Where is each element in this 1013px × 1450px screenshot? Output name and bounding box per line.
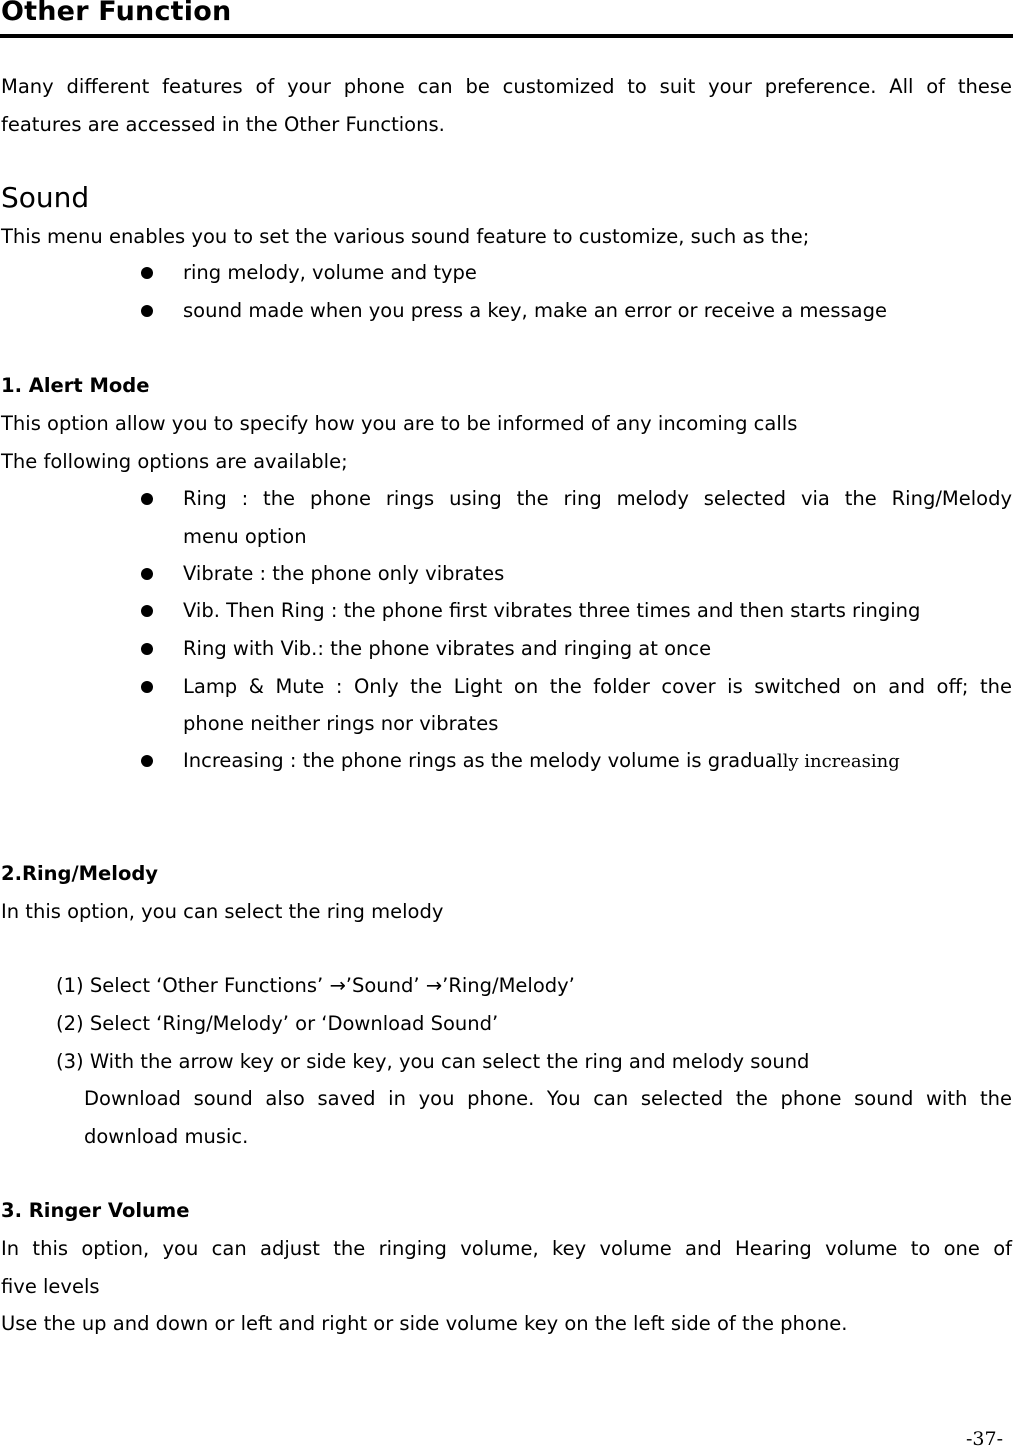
ring-melody-step-3: (3) With the arrow key or side key, you can select the ring and melody sound: [56, 1050, 810, 1073]
sound-bullet-2: sound made when you press a key, make an error or receive a message: [183, 299, 887, 322]
ringer-volume-line-1: In this option, you can adjust the ringing volume, key volume and Hearing volume to one of: [1, 1237, 1012, 1260]
bullet-icon: [141, 755, 153, 767]
ringer-volume-line-3: Use the up and down or left and right or side volume key on the left side of the phone.: [1, 1312, 848, 1335]
ring-melody-step-2: (2) Select ‘Ring/Melody’ or ‘Download Sound’: [56, 1012, 499, 1035]
alert-bullet-increasing: [183, 749, 900, 774]
bullet-icon: [141, 267, 153, 279]
alert-mode-heading: 1. Alert Mode: [1, 374, 150, 397]
alert-bullet-vibrate: Vibrate : the phone only vibrates: [183, 562, 505, 585]
bullet-icon: [141, 493, 153, 505]
bullet-icon: [141, 305, 153, 317]
alert-mode-line-2: The following options are available;: [1, 450, 348, 473]
page-title: Other Function: [1, 0, 232, 27]
ring-melody-note-2: download music.: [84, 1125, 249, 1148]
intro-line-2: features are accessed in the Other Functions.: [1, 113, 445, 136]
alert-bullet-ring-cont: menu option: [183, 525, 307, 548]
sound-description: This menu enables you to set the various sound feature to customize, such as the;: [1, 225, 810, 248]
bullet-icon: [141, 643, 153, 655]
alert-bullet-lamp-mute: Lamp & Mute : Only the Light on the folder cover is switched on and off; the: [183, 675, 1012, 698]
alert-bullet-increasing-main: Increasing : the phone rings as the melody volume is gradua: [183, 749, 777, 772]
alert-bullet-vib-then-ring: Vib. Then Ring : the phone first vibrates three times and then starts ringing: [183, 599, 921, 622]
bullet-icon: [141, 605, 153, 617]
alert-bullet-increasing-tail: lly increasing: [776, 751, 900, 772]
alert-bullet-lamp-mute-cont: phone neither rings nor vibrates: [183, 712, 499, 735]
ring-melody-heading: 2.Ring/Melody: [1, 862, 159, 885]
ring-melody-note-1: Download sound also saved in you phone. You can selected the phone sound with the: [84, 1087, 1012, 1110]
ring-melody-step-1: (1) Select ‘Other Functions’ →’Sound’ →’Ring/Melody’: [56, 974, 575, 997]
bullet-icon: [141, 568, 153, 580]
sound-heading: Sound: [1, 181, 90, 214]
ringer-volume-line-2: five levels: [1, 1275, 100, 1298]
alert-bullet-ring-with-vib: Ring with Vib.: the phone vibrates and ringing at once: [183, 637, 712, 660]
alert-bullet-ring: Ring : the phone rings using the ring melody selected via the Ring/Melody: [183, 487, 1012, 510]
sound-bullet-1: ring melody, volume and type: [183, 261, 477, 284]
alert-mode-line-1: This option allow you to specify how you are to be informed of any incoming calls: [1, 412, 798, 435]
title-divider: [0, 34, 1013, 38]
page-number: -37-: [965, 1428, 1003, 1450]
ringer-volume-heading: 3. Ringer Volume: [1, 1199, 190, 1222]
ring-melody-description: In this option, you can select the ring melody: [1, 900, 444, 923]
intro-line-1: Many different features of your phone can be customized to suit your preference. All of these: [1, 75, 1012, 98]
bullet-icon: [141, 681, 153, 693]
